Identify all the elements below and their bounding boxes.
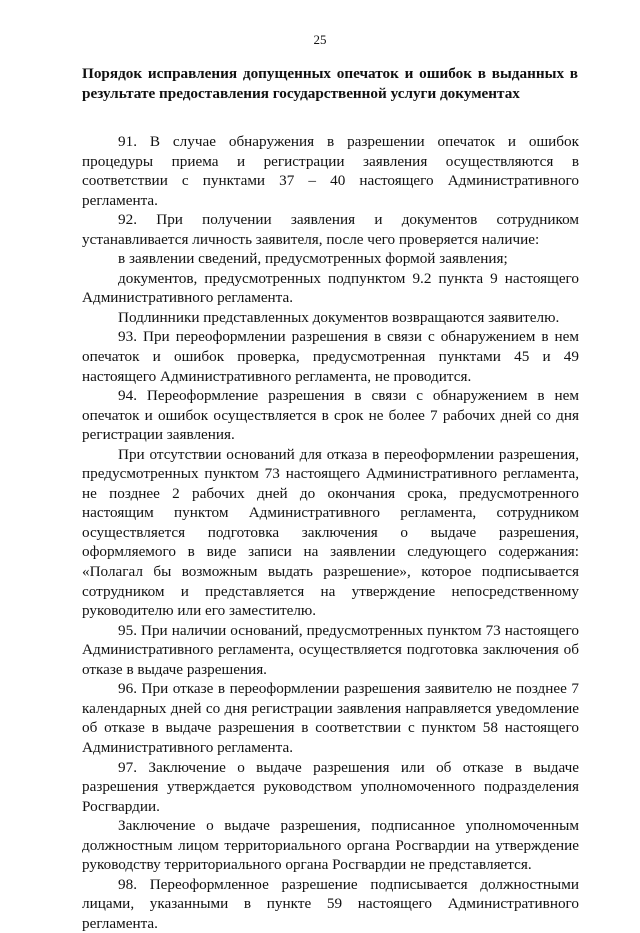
paragraph-92-item-application: в заявлении сведений, предусмотренных формой заявления; xyxy=(118,250,508,268)
paragraph-97: 97. Заключение о выдаче разрешения или об отказе в выдаче разрешения утверждается руководством уполномоченного подразделения Росгвардии. xyxy=(82,758,579,815)
paragraph-94: 94. Переоформление разрешения в связи с обнаружением в нем опечаток и ошибок осуществляется в срок не более 7 рабочих дней со дня регистрации заявления. xyxy=(82,387,579,444)
paragraph-91: 91. В случае обнаружения в разрешении опечаток и ошибок процедуры приема и регистрации заявления осуществляются в соответствии с пунктами 37 – 40 настоящего Административного регламента. xyxy=(82,133,579,209)
paragraph-94-no-grounds: При отсутствии оснований для отказа в переоформлении разрешения, предусмотренных пунктом 73 настоящего Административного регламента, не позднее 2 рабочих дней до окончания срока, предусмотренного настоящим пунктом Административного регламента, сотрудником осуществляется подготовка заключения о выдаче разрешения, оформляемого в виде записи на заявлении следующего содержания: «Полагал бы возможным выдать разрешение», которое подписывается сотрудником и представляется на утверждение непосредственному руководителю или его заместителю. xyxy=(82,445,579,620)
document-body xyxy=(82,132,579,933)
paragraph-93: 93. При переоформлении разрешения в связи с обнаружением в нем опечаток и ошибок проверка, предусмотренная пунктами 45 и 49 настоящего Административного регламента, не проводится. xyxy=(82,328,579,385)
page-number: 25 xyxy=(313,32,327,47)
paragraph-92-item-documents: документов, предусмотренных подпунктом 9.2 пункта 9 настоящего Административного регламента. xyxy=(82,269,579,307)
paragraph-95: 95. При наличии оснований, предусмотренных пунктом 73 настоящего Административного регламента, осуществляется подготовка заключения об отказе в выдаче разрешения. xyxy=(82,621,579,678)
paragraph-92: 92. При получении заявления и документов сотрудником устанавливается личность заявителя, после чего проверяется наличие: xyxy=(82,211,579,248)
paragraph-originals-returned: Подлинники представленных документов возвращаются заявителю. xyxy=(118,308,560,326)
section-heading: Порядок исправления допущенных опечаток и ошибок в выданных в результате предоставления государственной услуги документах xyxy=(82,65,578,102)
paragraph-96: 96. При отказе в переоформлении разрешения заявителю не позднее 7 календарных дней со дня регистрации заявления направляется уведомление об отказе в выдаче разрешения в соответствии с пунктом 58 настоящего Административного регламента. xyxy=(82,680,579,756)
paragraph-98: 98. Переоформленное разрешение подписывается должностными лицами, указанными в пункте 59 настоящего Административного регламента. xyxy=(82,875,579,932)
paragraph-97-conclusion: Заключение о выдаче разрешения, подписанное уполномоченным должностным лицом территориального органа Росгвардии на утверждение руководству территориального органа Росгвардии не представляется. xyxy=(82,817,579,874)
